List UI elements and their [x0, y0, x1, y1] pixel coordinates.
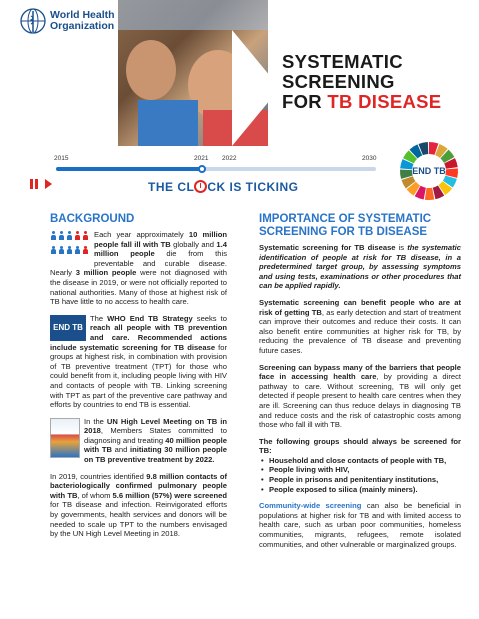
person-icon — [50, 246, 56, 255]
clock-icon — [194, 180, 207, 193]
year-next: 2022 — [222, 155, 237, 162]
title-line1: SYSTEMATIC — [282, 51, 403, 72]
person-icon — [75, 231, 81, 240]
timeline-marker — [198, 165, 206, 173]
list-item: • People living with HIV, — [261, 465, 461, 475]
person-icon — [50, 231, 56, 240]
title-line3-black: FOR — [282, 91, 328, 112]
people-icon-grid — [50, 231, 90, 259]
year-start: 2015 — [54, 155, 69, 162]
play-next-icon — [45, 179, 52, 189]
end-tb-strategy-thumbnail: END TB — [50, 315, 86, 341]
page-title — [282, 52, 441, 112]
background-heading: BACKGROUND — [50, 213, 135, 225]
media-controls — [30, 179, 52, 189]
background-paragraph-3: In the UN High Level Meeting on TB in 2018, Members States committed to diagnosing and treating 40 million people with TB and initiating 30 million people on TB preventive treatment by 2022. — [50, 417, 227, 465]
tagline-part2: CK IS TICKING — [207, 180, 299, 194]
pause-icon — [30, 179, 39, 189]
list-item: • Household and close contacts of people with TB, — [261, 456, 461, 466]
person-icon — [83, 231, 89, 240]
tagline-part1: THE CL — [148, 180, 195, 194]
person-icon — [58, 231, 64, 240]
end-tb-label: END TB — [412, 166, 446, 176]
person-icon — [83, 246, 89, 255]
org-name-line2: Organization — [50, 20, 115, 32]
person-icon — [75, 246, 81, 255]
title-line2: SCREENING — [282, 71, 395, 92]
person-icon — [66, 231, 72, 240]
clock-tagline — [148, 180, 299, 194]
title-line3-red: TB DISEASE — [327, 91, 442, 112]
who-emblem-icon — [20, 8, 46, 34]
timeline-progress — [56, 167, 202, 171]
groups-list — [261, 456, 461, 494]
importance-paragraph-4: Community-wide screening can also be beneficial in populations at higher risk for TB and with limited access to health care, such as urban poor communities, homeless communities, migrants, refugees, remote isolated communities, and other vulnerable or marginalized groups. — [259, 501, 461, 549]
background-paragraph-1: Each year approximately 10 million people fall ill with TB globally and 1.4 million people die from this preventable and curable disease. Nearly 3 million people were not diagnosed with the disease in 2019, or were not officially reported to national authorities. Many of those at highest risk of TB have little to no access to health care. — [50, 230, 228, 307]
background-paragraph-2: END TB The WHO End TB Strategy seeks to reach all people with TB prevention and care. Recommended actions include systematic screening for TB disease for groups at highest risk, in combination with provision of TB preventive treatment (TPT) for those who could benefit from it, including people living with HIV and contacts of people with TB. Linking screening with TPT as part of the preventive care pathway and efforts by countries to end TB is essential. — [50, 313, 227, 410]
importance-column — [259, 213, 461, 556]
year-now: 2021 — [194, 155, 209, 162]
list-item: • People in prisons and penitentiary institutions, — [261, 475, 461, 485]
screening-groups — [259, 437, 461, 495]
importance-paragraph-2: Systematic screening can benefit people who are at risk of getting TB, as early detection and start of treatment can improve their outcomes and reduce their costs. It can also benefit entire communities at higher risk for TB, by reducing the prevalence of TB disease and preventing future cases. — [259, 297, 462, 355]
importance-paragraph-1: Systematic screening for TB disease is the systematic identification of people at risk for TB disease, in a predetermined target group, by assessing symptoms and using tests, examinations or other procedures that can be applied rapidly. — [259, 243, 461, 291]
background-paragraph-4: In 2019, countries identified 9.8 million contacts of bacteriologically confirmed pulmonary people with TB, of whom 5.6 million (57%) were screened for TB disease and infection. Reinvigorated efforts by governments, health services and donors will be needed to scale up TPT to the numbers envisaged by the UN High Level Meeting in 2018. — [50, 471, 227, 539]
org-name-line1: World Health — [50, 9, 115, 21]
background-column — [50, 213, 227, 546]
end-tb-wheel-icon — [398, 140, 460, 202]
importance-heading: IMPORTANCE OF SYSTEMATIC SCREENING FOR TB DISEASE — [259, 213, 432, 238]
groups-intro: The following groups should always be screened for TB: — [259, 436, 461, 456]
list-item: • People exposed to silica (mainly miners). — [261, 485, 461, 495]
person-icon — [58, 246, 64, 255]
wheel-segment — [425, 188, 435, 200]
person-icon — [66, 246, 72, 255]
un-report-thumbnail — [50, 418, 80, 458]
importance-paragraph-3: Screening can bypass many of the barriers that people face in accessing health care, by providing a direct pathway to care. Without screening, TB will only get detected if people present to health care centres when they are ill. Screening can thus reduce delays in diagnosing TB and reduce costs and the risk of catastrophic costs among those who fall ill with TB. — [259, 362, 461, 430]
who-logo — [20, 8, 115, 34]
header — [0, 0, 479, 150]
play-triangle — [232, 30, 280, 146]
year-end: 2030 — [362, 155, 377, 162]
